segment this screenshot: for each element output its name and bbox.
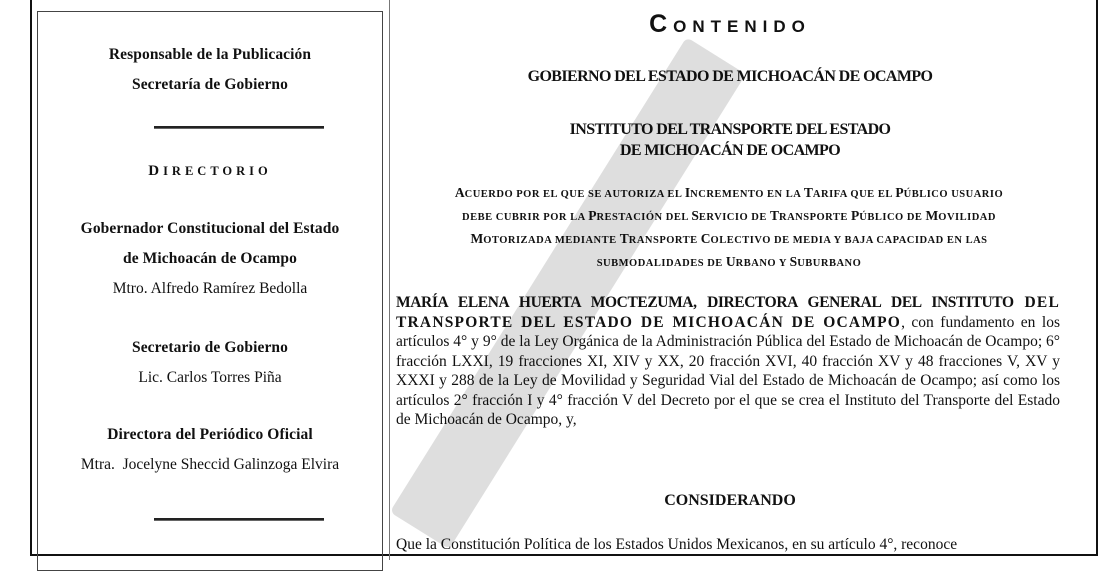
considering-heading: CONSIDERANDO: [664, 492, 796, 509]
government-heading: GOBIERNO DEL ESTADO DE MICHOACÁN DE OCAMPO: [527, 68, 933, 85]
agreement-summary-line: ACUERDO POR EL QUE SE AUTORIZA EL INCREMENTO EN LA TARIFA QUE EL PÚBLICO USUARIO: [454, 185, 1004, 200]
director-name: Mtra. Jocelyne Sheccid Galinzoga Elvira: [80, 456, 340, 473]
agreement-preamble: [396, 293, 1060, 430]
contents-column: [396, 0, 1096, 553]
considering-first-line: Que la Constitución Política de los Estados Unidos Mexicanos, en su artículo 4°, reconoce: [396, 536, 958, 553]
agreement-summary-line: SUBMODALIDADES DE URBANO Y SUBURBANO: [596, 254, 862, 269]
institute-heading-line-2: DE MICHOACÁN DE OCAMPO: [619, 142, 841, 159]
agreement-summary-line: MOTORIZADA MEDIANTE TRANSPORTE COLECTIVO DE MEDIA Y BAJA CAPACIDAD EN LAS: [470, 231, 988, 246]
directory-sidebar: [37, 11, 383, 571]
directory-heading: DIRECTORIO: [148, 163, 272, 179]
preamble-body: , con fundamento en los artículos 4° y 9° de la Ley Orgánica de la Administración Pública del Estado de Michoacán de Ocampo; 6° fracción LXXI, 19 fracciones XI, XIV y XX, 20 fracción XVI, 40 fracción XV y 48 fracciones V, XV y XXXI y 288 de la Ley de Movilidad y Seguridad Vial del Estado de Michoacán de Ocampo; así como los artículos 2° fracción I y 4° fracción V del Decreto por el que se crea el Instituto del Transporte del Estado de Michoacán de Ocampo, y,: [396, 313, 1060, 428]
sidebar-rule-top: [154, 126, 324, 129]
preamble-lead-2: DEL TRANSPORTE DEL ESTADO DE MICHOACÁN DE OCAMPO: [396, 294, 1061, 331]
secretary-title: Secretario de Gobierno: [131, 339, 289, 356]
governor-name: Mtro. Alfredo Ramírez Bedolla: [112, 280, 308, 297]
column-divider: [389, 0, 390, 560]
preamble-lead-1: MARÍA ELENA HUERTA MOCTEZUMA, DIRECTORA GENERAL DEL INSTITUTO: [396, 294, 1014, 311]
governor-title-line-2: de Michoacán de Ocampo: [123, 250, 297, 267]
agreement-summary-line: DEBE CUBRIR POR LA PRESTACIÓN DEL SERVICIO DE TRANSPORTE PÚBLICO DE MOVILIDAD: [462, 208, 996, 223]
institute-heading-line-1: INSTITUTO DEL TRANSPORTE DEL ESTADO: [569, 121, 891, 138]
publication-responsible-org: Secretaría de Gobierno: [131, 76, 289, 93]
director-title: Directora del Periódico Oficial: [107, 426, 313, 443]
governor-title-line-1: Gobernador Constitucional del Estado: [80, 220, 340, 237]
contents-heading: CONTENIDO: [649, 10, 811, 38]
sidebar-rule-bottom: [154, 518, 324, 521]
secretary-name: Lic. Carlos Torres Piña: [138, 369, 282, 386]
agreement-summary: [406, 182, 1052, 274]
publication-responsible-title: Responsable de la Publicación: [108, 46, 312, 63]
